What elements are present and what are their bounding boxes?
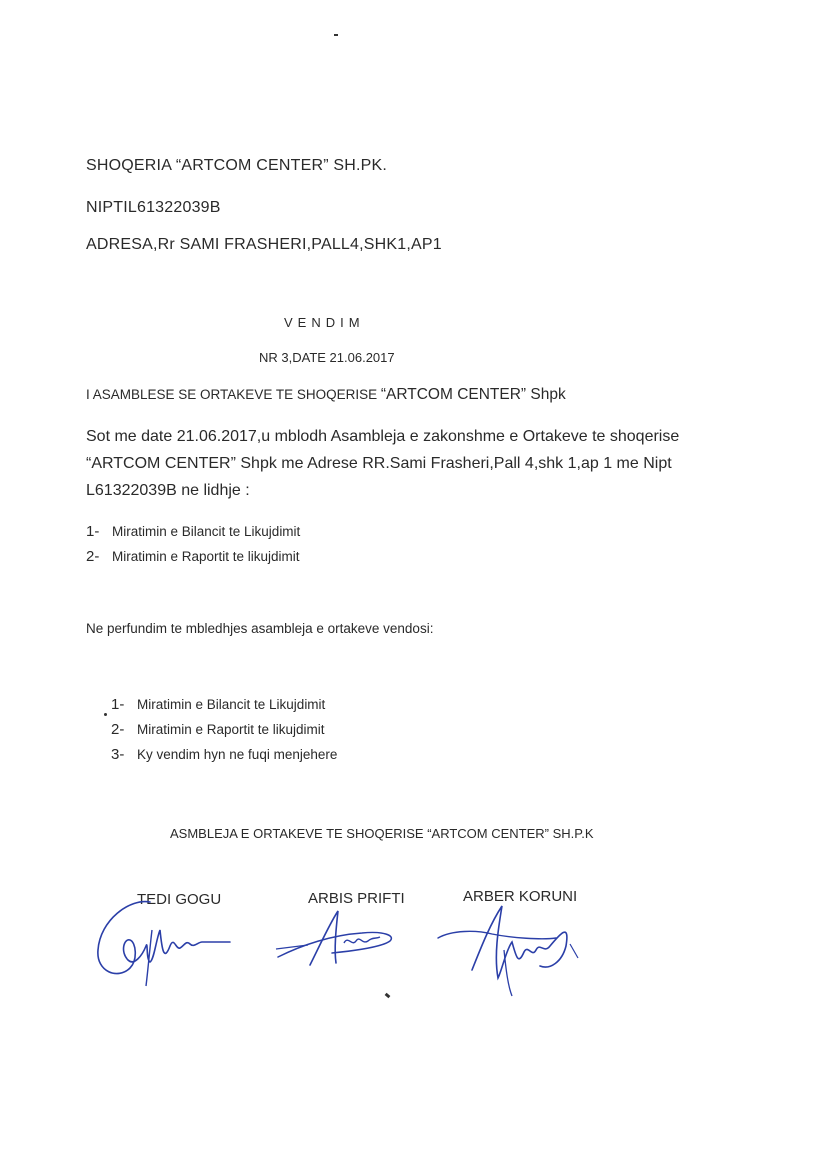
scan-speck — [104, 713, 107, 716]
document-number-date: NR 3,DATE 21.06.2017 — [259, 350, 395, 365]
agenda-item — [86, 548, 300, 565]
decision-item-text: Miratimin e Bilancit te Likujdimit — [137, 697, 326, 712]
decision-item — [111, 696, 325, 713]
company-nipt: NIPTIL61322039B — [86, 199, 221, 216]
decision-item — [111, 721, 325, 738]
scan-speck — [385, 993, 391, 999]
conclusion-text: Ne perfundim te mbledhjes asambleja e ortakeve vendosi: — [86, 621, 434, 636]
signature-arbis-prifti — [272, 905, 402, 975]
decision-item-number: 1- — [111, 696, 125, 713]
signature-tedi-gogu — [90, 890, 240, 990]
assembly-footer: ASMBLEJA E ORTAKEVE TE SHOQERISE “ARTCOM CENTER” SH.P.K — [170, 826, 594, 841]
company-name: SHOQERIA “ARTCOM CENTER” SH.PK. — [86, 157, 388, 174]
document-subtitle — [86, 386, 566, 404]
agenda-item — [86, 523, 300, 540]
agenda-item-text: Miratimin e Raportit te likujdimit — [112, 549, 300, 564]
company-address: ADRESA,Rr SAMI FRASHERI,PALL4,SHK1,AP1 — [86, 236, 442, 253]
intro-paragraph: Sot me date 21.06.2017,u mblodh Asambleja e zakonshme e Ortakeve te shoqerise “ARTCOM CENTER” Shpk me Adrese RR.Sami Frasheri,Pall 4,shk 1,ap 1 me Nipt L61322039B ne lidhje : — [86, 428, 680, 499]
decision-item — [111, 746, 337, 763]
signatory-name: TEDI GOGU — [137, 891, 222, 908]
subtitle-company: “ARTCOM CENTER” Shpk — [380, 386, 566, 403]
decision-item-text: Ky vendim hyn ne fuqi menjehere — [137, 747, 338, 762]
decision-item-number: 3- — [111, 746, 125, 763]
decision-item-number: 2- — [111, 721, 125, 738]
decision-item-text: Miratimin e Raportit te likujdimit — [137, 722, 325, 737]
signatory-name: ARBIS PRIFTI — [308, 890, 405, 907]
signatory-name: ARBER KORUNI — [463, 888, 578, 905]
agenda-item-text: Miratimin e Bilancit te Likujdimit — [112, 524, 301, 539]
document-title: VENDIM — [284, 315, 365, 330]
signature-arber-koruni — [432, 900, 582, 1000]
scan-speck — [334, 34, 338, 36]
agenda-item-number: 2- — [86, 548, 100, 565]
subtitle-prefix: I ASAMBLESE SE ORTAKEVE TE SHOQERISE — [86, 387, 381, 402]
agenda-item-number: 1- — [86, 523, 100, 540]
